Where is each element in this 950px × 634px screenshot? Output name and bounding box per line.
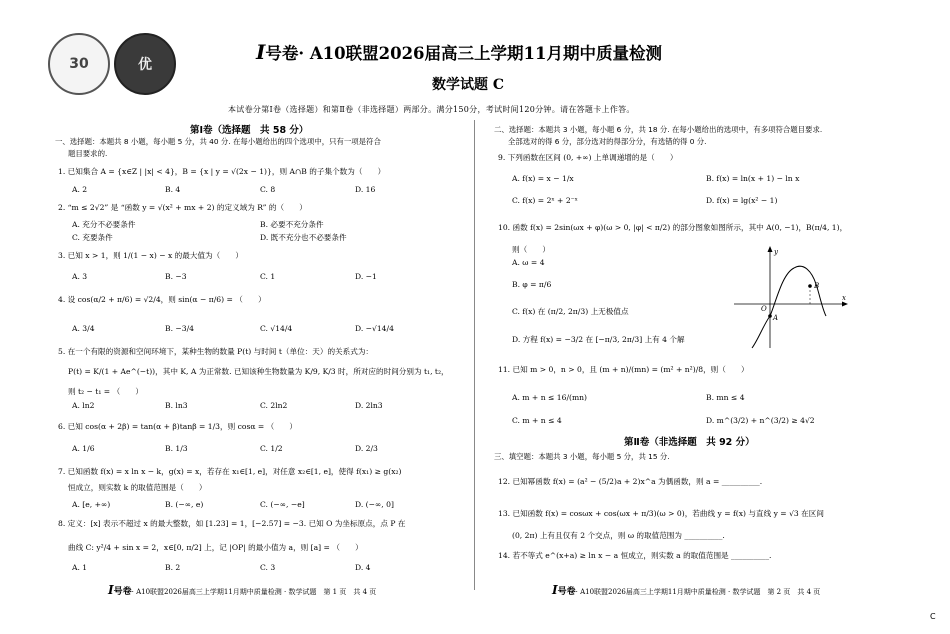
q6-option-d: D. 2/3 [355, 444, 378, 453]
q8-stem: 8. 定义：[x] 表示不超过 x 的最大整数，如 [1.23] = 1，[−2.57] = −3. 已知 O 为坐标原点，点 P 在 [58, 519, 406, 528]
q7-stem-line2: 恒成立，则实数 k 的取值范围是（ ） [68, 483, 207, 492]
q12-stem: 12. 已知幂函数 f(x) = (a² − (5/2)a + 2)x^a 为偶函数，则 a = __________. [498, 477, 763, 486]
q7-option-d: D. (−∞, 0] [355, 500, 394, 509]
alliance-logo-text: 30 [69, 56, 89, 72]
graph-point-a [768, 314, 772, 318]
q7-stem: 7. 已知函数 f(x) = x ln x − k，g(x) = x，若存在 x₁∈[1, e]，对任意 x₂∈[1, e]，使得 f(x₁) ≥ g(x₂) [58, 467, 402, 476]
graph-point-b [808, 284, 812, 288]
section2-intro-line2: 全部选对的得 6 分，部分选对的得部分分，有选错的得 0 分. [508, 137, 707, 146]
footer1-logo-mark: I [108, 583, 114, 597]
q11-option-a: A. m + n ≤ 16/(mn) [512, 393, 588, 402]
exam-title [256, 40, 662, 64]
q7-option-a: A. [e, +∞) [72, 500, 111, 509]
q10-stem: 10. 函数 f(x) = 2sin(ωx + φ)(ω > 0, |φ| < π/2) 的部分图象如图所示，其中 A(0, −1)，B(π/4, 1)， [498, 223, 848, 232]
q9-option-a: A. f(x) = x − 1/x [512, 174, 574, 183]
q3-option-c: C. 1 [260, 272, 276, 281]
graph-y-arrow [768, 246, 773, 252]
q9-option-c: C. f(x) = 2ˣ + 2⁻ˣ [512, 196, 578, 205]
graph-label-y: y [774, 248, 778, 256]
q6-stem: 6. 已知 cos(α + 2β) = tan(α + β)tanβ = 1/3，则 cosα = （ ） [58, 422, 298, 431]
education-logo-text: 优 [138, 57, 152, 73]
q4-stem: 4. 设 cos(α/2 + π/6) = √2/4，则 sin(α − π/6) = （ ） [58, 295, 266, 304]
graph-label-b: B [814, 282, 820, 290]
q1-stem: 1. 已知集合 A = {x∈Z | |x| < 4}，B = {x | y = √(2x − 1)}，则 A∩B 的子集个数为（ ） [58, 167, 386, 176]
q2-option-d: D. 既不充分也不必要条件 [260, 233, 347, 242]
q1-option-a: A. 2 [72, 185, 88, 194]
q5-option-a: A. ln2 [72, 401, 95, 410]
exam-info: 本试卷分第Ⅰ卷（选择题）和第Ⅱ卷（非选择题）两部分。满分150分，考试时间120分钟。请在答题卡上作答。 [228, 105, 635, 114]
q8-option-c: C. 3 [260, 563, 276, 572]
alliance-logo [48, 33, 110, 95]
q11-option-d: D. m^(3/2) + n^(3/2) ≥ 4√2 [706, 416, 815, 425]
page2-footer [552, 583, 820, 597]
page1-footer-text: · A10联盟2026届高三上学期11月期中质量检测 · 数学试题 第 1 页 共 4 页 [131, 588, 377, 596]
q7-option-b: B. (−∞, e) [165, 500, 204, 509]
q1-option-b: B. 4 [165, 185, 181, 194]
section2-intro-line1: 二、选择题：本题共 3 小题，每小题 6 分，共 18 分. 在每小题给出的选项中，有多项符合题目要求. [494, 125, 823, 134]
q4-option-d: D. −√14/4 [355, 324, 394, 333]
q8-option-d: D. 4 [355, 563, 371, 572]
section2-title: 第Ⅱ卷（非选择题 共 92 分） [624, 437, 755, 448]
q6-option-b: B. 1/3 [165, 444, 188, 453]
q9-stem: 9. 下列函数在区间 (0, +∞) 上单调递增的是（ ） [498, 153, 678, 162]
q4-option-c: C. √14/4 [260, 324, 293, 333]
graph-label-x: x [842, 294, 846, 302]
q2-option-c: C. 充要条件 [72, 233, 113, 242]
exam-title-text: · A10联盟2026届高三上学期11月期中质量检测 [298, 44, 662, 63]
q8-option-a: A. 1 [72, 563, 88, 572]
q5-option-c: C. 2ln2 [260, 401, 288, 410]
section1-title: 第Ⅰ卷（选择题 共 58 分） [190, 125, 309, 136]
brand-logo-glyph: 号卷 [265, 44, 299, 63]
q10-stem-line2: 则（ ） [512, 245, 550, 254]
page2-footer-text: · A10联盟2026届高三上学期11月期中质量检测 · 数学试题 第 2 页 共 4 页 [575, 588, 821, 596]
section1-intro-line2: 题目要求的. [68, 149, 108, 158]
q2-stem: 2. “m ≤ 2√2” 是 “函数 y = √(x² + mx + 2) 的定义域为 R” 的（ ） [58, 203, 307, 212]
q3-option-a: A. 3 [72, 272, 88, 281]
q2-option-b: B. 必要不充分条件 [260, 220, 324, 229]
graph-label-o: O [761, 305, 767, 313]
q3-option-b: B. −3 [165, 272, 187, 281]
q3-stem: 3. 已知 x > 1，则 1/(1 − x) − x 的最大值为（ ） [58, 251, 244, 260]
q5-option-b: B. ln3 [165, 401, 188, 410]
brand-logo-mark: I [256, 40, 266, 64]
q4-option-b: B. −3/4 [165, 324, 194, 333]
q5-stem: 5. 在一个有限的资源和空间环境下，某种生物的数量 P(t) 与时间 t（单位：天）的关系式为： [58, 347, 374, 356]
q5-option-d: D. 2ln3 [355, 401, 383, 410]
q7-option-c: C. (−∞, −e] [260, 500, 305, 509]
q13-stem: 13. 已知函数 f(x) = cosωx + cos(ωx + π/3)(ω > 0)，若曲线 y = f(x) 与直线 y = √3 在区间 [498, 509, 824, 518]
education-logo [114, 33, 176, 95]
section1-intro-line1: 一、选择题：本题共 8 小题，每小题 5 分，共 40 分. 在每小题给出的四个选项中，只有一项是符合 [55, 137, 381, 146]
footer2-logo-mark: I [552, 583, 558, 597]
q10-option-d: D. 方程 f(x) = −3/2 在 [−π/3, 2π/3] 上有 4 个解 [512, 335, 685, 344]
q6-option-a: A. 1/6 [72, 444, 95, 453]
footer2-logo-glyph: 号卷 [557, 587, 576, 597]
q2-option-a: A. 充分不必要条件 [72, 220, 136, 229]
q14-stem: 14. 若不等式 e^(x+a) ≥ ln x − a 恒成立，则实数 a 的取值范围是 __________. [498, 551, 772, 560]
q10-option-c: C. f(x) 在 (π/2, 2π/3) 上无极值点 [512, 307, 629, 316]
paper-subtitle: 数学试题 C [432, 77, 505, 93]
corner-mark: C [930, 612, 936, 621]
q11-option-c: C. m + n ≤ 4 [512, 416, 562, 425]
q11-option-b: B. mn ≤ 4 [706, 393, 745, 402]
q13-stem-line2: (0, 2π) 上有且仅有 2 个交点，则 ω 的取值范围为 __________. [512, 531, 725, 540]
page1-footer [108, 583, 376, 597]
q3-option-d: D. −1 [355, 272, 377, 281]
q5-stem-line3: 则 t₂ − t₁ = （ ） [68, 387, 143, 396]
section3-intro: 三、填空题：本题共 3 小题，每小题 5 分，共 15 分. [494, 452, 670, 461]
q1-option-d: D. 16 [355, 185, 376, 194]
q4-option-a: A. 3/4 [72, 324, 95, 333]
q9-option-d: D. f(x) = lg(x² − 1) [706, 196, 778, 205]
q9-option-b: B. f(x) = ln(x + 1) − ln x [706, 174, 800, 183]
q10-option-b: B. φ = π/6 [512, 280, 552, 289]
q11-stem: 11. 已知 m > 0，n > 0，且 (m + n)/(mn) = (m² + n²)/8，则（ ） [498, 365, 749, 374]
q5-stem-line2: P(t) = K/(1 + Ae^(−t))，其中 K, A 为正常数. 已知该种生物数量为 K/9, K/3 时，所对应的时间分别为 t₁, t₂， [68, 367, 449, 376]
footer1-logo-glyph: 号卷 [113, 587, 132, 597]
q6-option-c: C. 1/2 [260, 444, 283, 453]
graph-x-arrow [842, 302, 848, 307]
q10-option-a: A. ω = 4 [512, 258, 545, 267]
q8-option-b: B. 2 [165, 563, 181, 572]
q8-stem-line2: 曲线 C: y²/4 + sin x = 2，x∈[0, π/2] 上，记 |OP| 的最小值为 a，则 [a] = （ ） [68, 543, 363, 552]
q1-option-c: C. 8 [260, 185, 276, 194]
q10-sine-graph [730, 244, 854, 354]
graph-label-a: A [773, 314, 779, 322]
column-divider [474, 120, 475, 590]
